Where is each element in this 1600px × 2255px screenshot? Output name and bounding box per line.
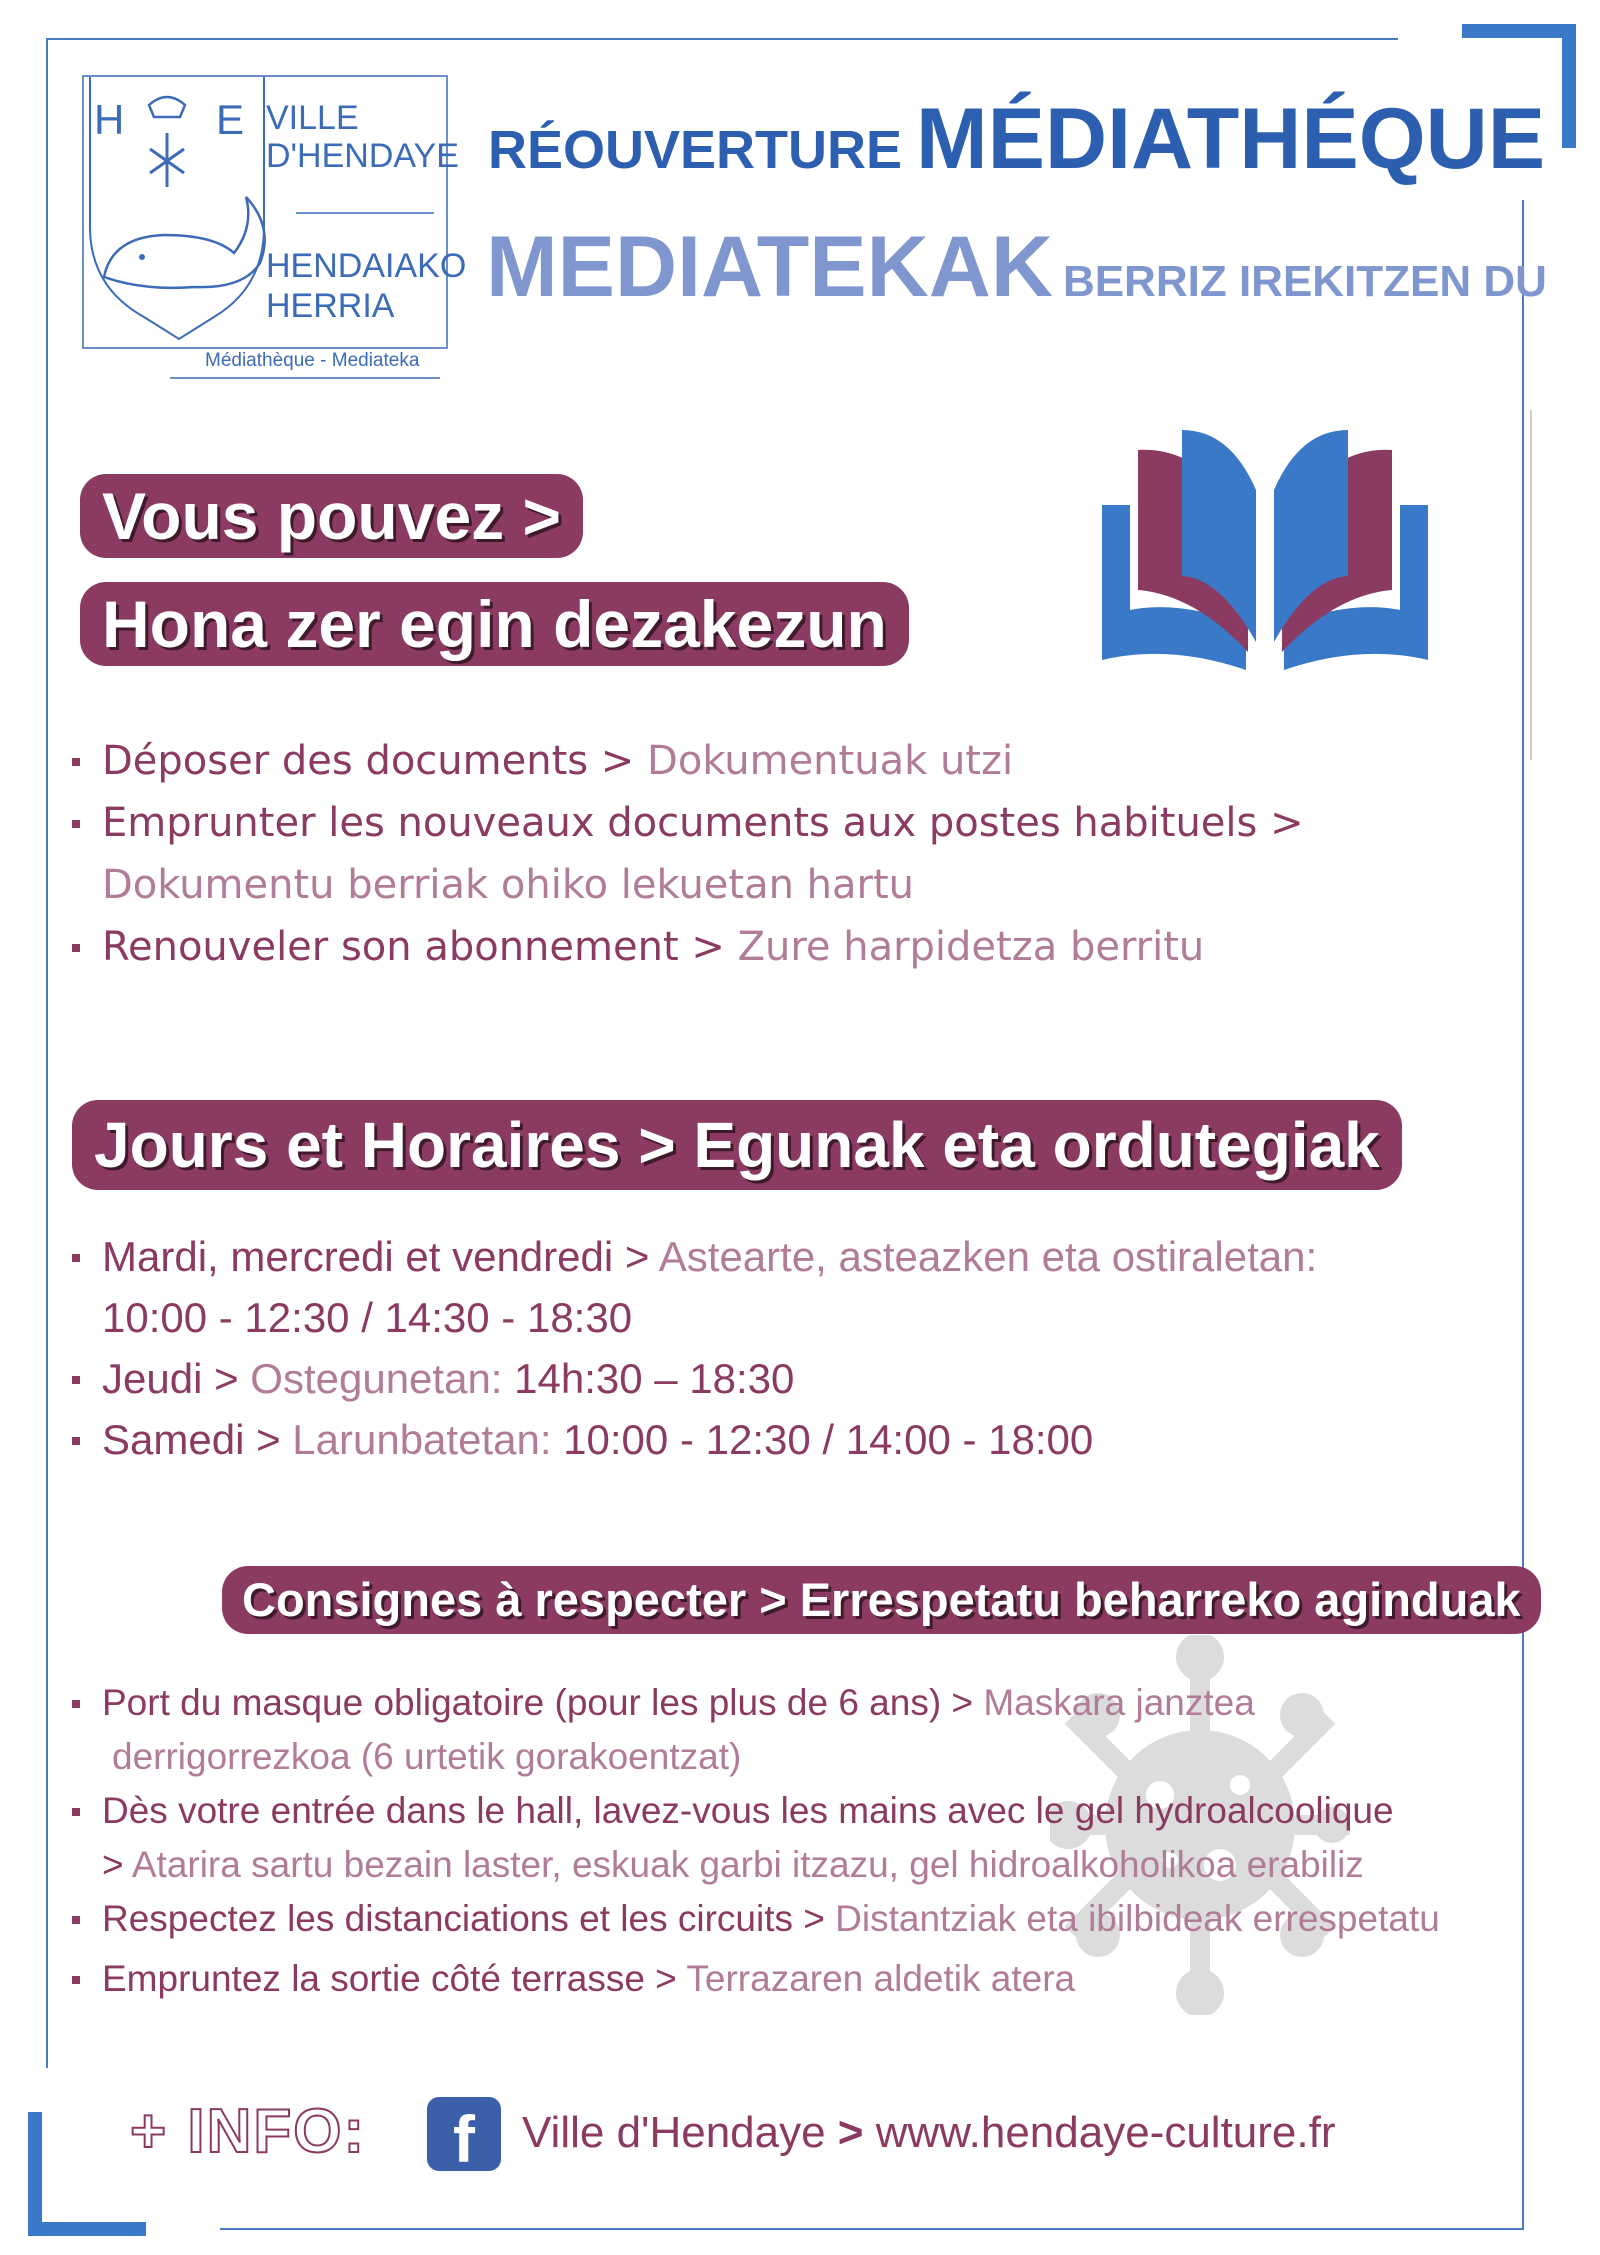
title-eu-big: MEDIATEKAK (486, 219, 1053, 315)
item-eu: Astearte, asteazken eta ostiraletan: (658, 1233, 1318, 1280)
item-eu: Atarira sartu bezain laster, eskuak garbi itzazu, gel hidroalkoholikoa erabiliz (131, 1844, 1364, 1885)
bullet (72, 944, 80, 952)
bullet (72, 758, 80, 766)
item-eu: Maskara janztea (983, 1682, 1255, 1723)
item-hours: 10:00 - 12:30 / 14:00 - 18:00 (551, 1416, 1094, 1463)
item-fr: Déposer des documents (102, 738, 589, 784)
item-hours: 10:00 - 12:30 / 14:30 - 18:30 (102, 1294, 633, 1341)
logo-hendaiako: HENDAIAKO (266, 247, 467, 285)
corner-bottom-left-h (28, 2222, 146, 2236)
item-fr: Samedi (102, 1416, 245, 1463)
website-link[interactable]: www.hendaye-culture.fr (875, 2108, 1336, 2157)
item-fr: Renouveler son abonnement (102, 924, 679, 970)
item-fr: Empruntez la sortie côté terrasse (102, 1958, 645, 1999)
item-sep: > (678, 924, 738, 970)
item-sep: > (1257, 800, 1304, 846)
list-item (72, 1892, 1440, 1946)
list-item-continued (72, 1838, 1440, 1892)
logo-ville: VILLE (266, 99, 359, 137)
item-sep: > (941, 1682, 984, 1723)
item-eu: Dokumentuak utzi (647, 738, 1014, 784)
item-fr: Jeudi (102, 1355, 203, 1402)
book-icon (1090, 420, 1440, 680)
footer-links (522, 2108, 1336, 2158)
item-eu: Larunbatetan: (292, 1416, 552, 1463)
info-label: + INFO: (130, 2097, 367, 2166)
logo-subtitle: Médiathèque - Mediateka (205, 350, 420, 371)
list-item (72, 730, 1304, 792)
list-item (72, 916, 1304, 978)
corner-top-right-v (1562, 24, 1576, 148)
item-fr: Dès votre entrée dans le hall, lavez-vous les mains avec le gel hydroalcoolique (102, 1790, 1394, 1831)
bullet (72, 1437, 80, 1445)
list-item-continued (72, 854, 1304, 916)
item-fr: Respectez les distanciations et les circuits (102, 1898, 793, 1939)
logo-dhendaye: D'HENDAYE (266, 137, 459, 175)
list-item (72, 792, 1304, 854)
title-fr-small: RÉOUVERTURE (488, 120, 903, 180)
facebook-link[interactable]: Ville d'Hendaye (522, 2108, 826, 2157)
title-basque (486, 218, 1547, 317)
list-item (72, 1409, 1317, 1470)
bullet (72, 1976, 80, 1984)
facebook-icon[interactable]: f (427, 2097, 501, 2171)
list-item (72, 1784, 1440, 1838)
item-sep: > (102, 1844, 132, 1885)
list-item (72, 1676, 1440, 1730)
logo-underline (170, 377, 440, 379)
item-fr: Emprunter les nouveaux documents aux postes habituels (102, 800, 1258, 846)
item-eu: Ostegunetan: (250, 1355, 503, 1402)
book-divider (1530, 410, 1532, 760)
section3-heading: Consignes à respecter > Errespetatu beharreko aginduak (222, 1566, 1541, 1634)
item-sep: > (588, 738, 648, 784)
item-eu: Distantziak eta ibilbideak errespetatu (835, 1898, 1440, 1939)
title-fr-big: MÉDIATHÉQUE (916, 91, 1546, 187)
corner-bottom-left-v (28, 2112, 42, 2236)
item-eu: Terrazaren aldetik atera (686, 1958, 1076, 1999)
section2-list (72, 1226, 1317, 1470)
list-item (72, 1226, 1317, 1287)
item-hours: 14h:30 – 18:30 (502, 1355, 795, 1402)
title-french (488, 90, 1545, 189)
logo-herria: HERRIA (266, 287, 395, 325)
bullet (72, 1916, 80, 1924)
frame-left-line (46, 38, 48, 2068)
frame-top-line (46, 38, 1398, 40)
bullet (72, 1808, 80, 1816)
bullet (72, 1376, 80, 1384)
frame-right-line (1522, 200, 1524, 2230)
title-eu-small: BERRIZ IREKITZEN DU (1062, 257, 1547, 306)
frame-bottom-line (220, 2228, 1524, 2230)
list-item (72, 1952, 1440, 2006)
logo (82, 75, 467, 349)
logo-initials: H E (94, 96, 285, 143)
bullet (72, 820, 80, 828)
item-sep: > (644, 1958, 687, 1999)
section2-heading: Jours et Horaires > Egunak eta ordutegiak (72, 1100, 1402, 1190)
list-item-continued (72, 1287, 1317, 1348)
section1-heading-line1: Vous pouvez > (80, 474, 583, 558)
item-eu: Dokumentu berriak ohiko lekuetan hartu (102, 862, 915, 908)
item-fr: Mardi, mercredi et vendredi (102, 1233, 614, 1280)
item-sep: > (244, 1416, 293, 1463)
corner-top-right-h (1462, 24, 1576, 38)
item-eu-continued: derrigorrezkoa (6 urtetik gorakoentzat) (112, 1736, 742, 1777)
item-eu: Zure harpidetza berritu (737, 924, 1205, 970)
item-fr: Port du masque obligatoire (pour les plus de 6 ans) (102, 1682, 942, 1723)
section3-list (72, 1676, 1440, 2006)
section1-heading-line2: Hona zer egin dezakezun (80, 582, 909, 666)
bullet (72, 1254, 80, 1262)
item-sep: > (613, 1233, 659, 1280)
bullet (72, 1700, 80, 1708)
list-item-continued (72, 1730, 1440, 1784)
list-item (72, 1348, 1317, 1409)
item-sep: > (202, 1355, 251, 1402)
section1-list (72, 730, 1304, 978)
footer-separator: > (825, 2108, 876, 2157)
item-sep: > (792, 1898, 836, 1939)
